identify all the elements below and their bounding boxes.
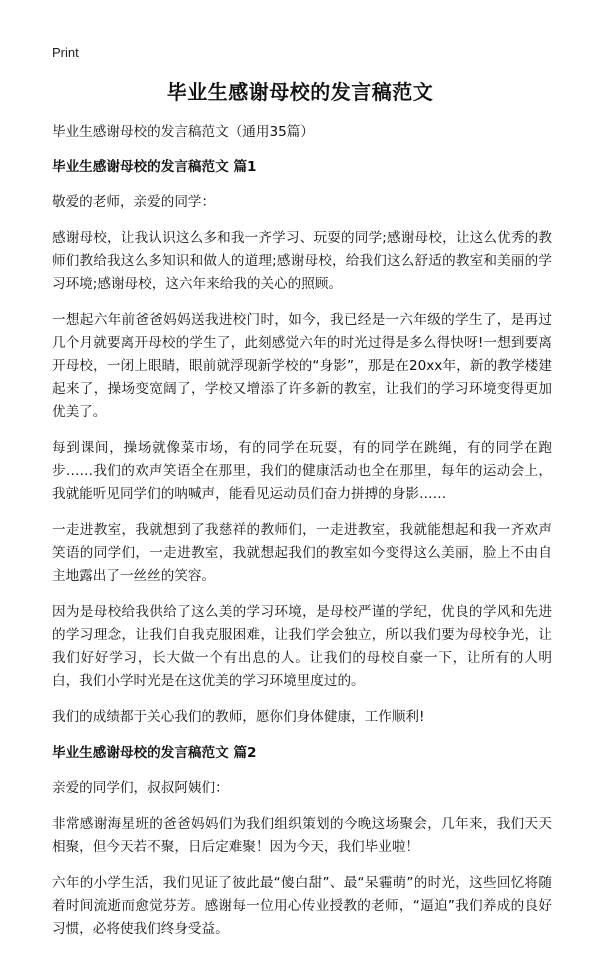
paragraph: 亲爱的同学们，叔叔阿姨们： (52, 780, 229, 796)
paragraph: 感谢母校，让我认识这么多和我一齐学习、玩耍的同学;感谢母校，让这么优秀的教师们教给我这么多知识和做人的道理;感谢母校，给我们这么舒适的教室和美丽的学习环境;感谢母校，这六年来给我的关心的照顾。 (52, 230, 552, 292)
article-section-1 (52, 156, 552, 729)
section-heading: 毕业生感谢母校的发言稿范文 篇2 (52, 745, 257, 761)
article-subtitle: 毕业生感谢母校的发言稿范文（通用35篇） (52, 124, 314, 140)
paragraph: 敬爱的老师，亲爱的同学： (52, 194, 216, 210)
paragraph: 非常感谢海星班的爸爸妈妈们为我们组织策划的今晚这场聚会，几年来，我们天天相聚，但今天若不聚，日后定难聚！因为今天，我们毕业啦！ (52, 816, 552, 855)
paragraph: 一想起六年前爸爸妈妈送我进校门时，如今，我已经是一六年级的学生了，是再过几个月就要离开母校的学生了，此刻感觉六年的时光过得是多么得快呀!一想到要离开母校，一闭上眼睛，眼前就浮现新学校的“身影”，那是在20xx年，新的教学楼建起来了，操场变宽阔了，学校又增添了许多新的教室，让我们的学习环境变得更加优美了。 (52, 312, 552, 420)
paragraph: 因为是母校给我供给了这么美的学习环境，是母校严谨的学纪，优良的学风和先进的学习理念，让我们自我克服困难，让我们学会独立，所以我们要为母校争光，让我们好好学习，长大做一个有出息的人。让我们的母校自豪一下，让所有的人明白，我们小学时光是在这优美的学习环境里度过的。 (52, 604, 552, 689)
article-section-2 (52, 742, 552, 941)
print-link[interactable]: Print (52, 45, 79, 60)
paragraph: 每到课间，操场就像菜市场，有的同学在玩耍，有的同学在跳绳，有的同学在跑步……我们的欢声笑语全在那里，我们的健康活动也全在那里，每年的运动会上，我就能听见同学们的呐喊声，能看见运动员们奋力拼搏的身影…… (52, 440, 552, 502)
paragraph: 一走进教室，我就想到了我慈祥的教师们，一走进教室，我就能想起和我一齐欢声笑语的同学们，一走进教室，我就想起我们的教室如今变得这么美丽，脸上不由自主地露出了一丝丝的笑容。 (52, 522, 552, 584)
paragraph: 我们的成绩都于关心我们的教师，愿你们身体健康，工作顺利! (52, 709, 425, 725)
article-body (52, 121, 552, 954)
paragraph: 六年的小学生活，我们见证了彼此最“傻白甜”、最“呆霾萌”的时光，这些回忆将随着时间流逝而愈觉芬芳。感谢每一位用心传业授教的老师，“逼迫”我们养成的良好习惯，必将使我们终身受益。 (52, 875, 552, 937)
page-title: 毕业生感谢母校的发言稿范文 (166, 80, 434, 104)
section-heading: 毕业生感谢母校的发言稿范文 篇1 (52, 159, 257, 175)
